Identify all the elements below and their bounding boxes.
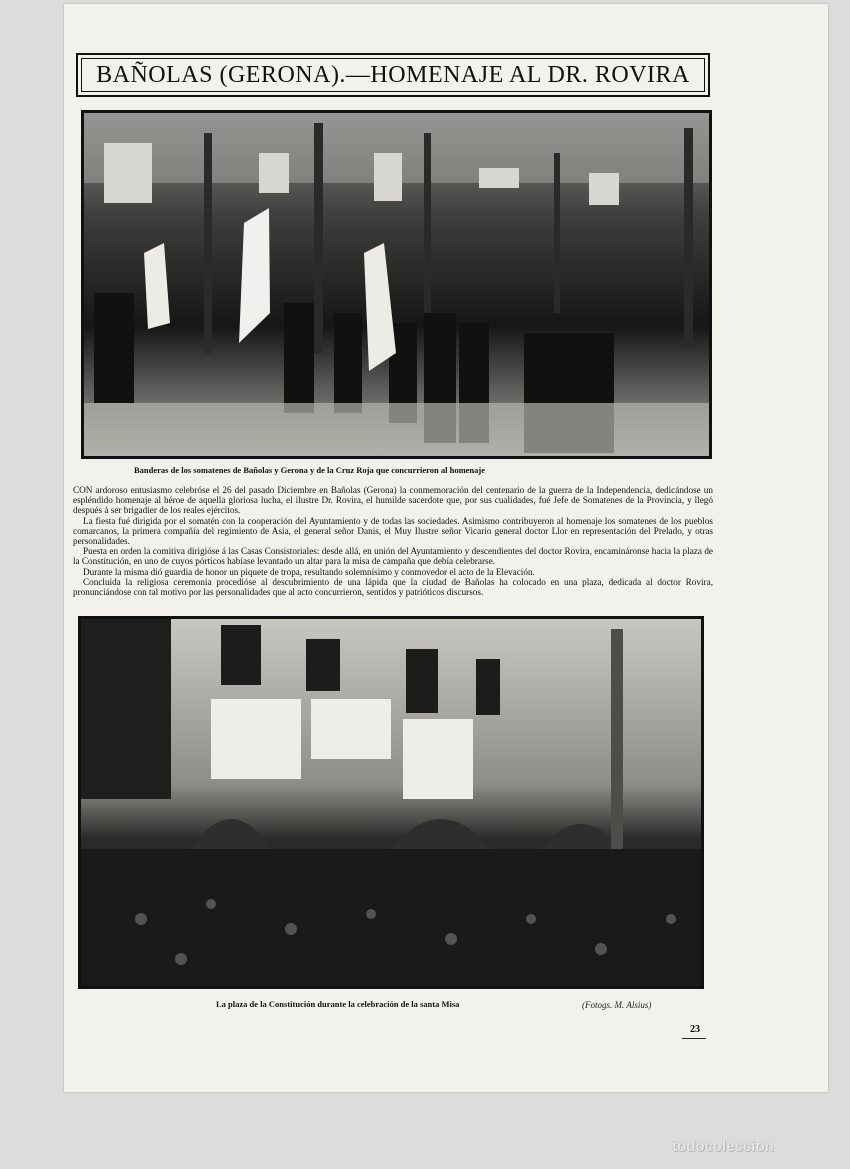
photo1-caption: Banderas de los somatenes de Bañolas y Gerona y de la Cruz Roja que concurrieron al homenaje — [134, 465, 486, 475]
article-paragraph: La fiesta fué dirigida por el somatén con la cooperación del Ayuntamiento y de todas las sociedades. Asimismo contribuyeron al homenaje los somatenes de los pueblos comarcanos, la primera compañía del regimiento de Asia, el general señor Danis, el Muy Ilustre señor Vicario general doctor Llor en representación del Prelado, y otras personalidades. — [73, 515, 713, 547]
article-paragraph: CON ardoroso entusiasmo celebróse el 26 del pasado Diciembre en Bañolas (Gerona) la conmemoración del centenario de la guerra de la Independencia, dedicándose un espléndido homenaje al héroe de aquella gloriosa lucha, el ilustre Dr. Rovira, el humilde sacerdote que, por sus cualidades, fué Jefe de Somatenes de la Provincia, y llegó después á ser brigadier de los reales ejércitos. — [73, 485, 713, 516]
page-title: BAÑOLAS (GERONA).—HOMENAJE AL DR. ROVIRA — [96, 61, 690, 88]
page-number: 23 — [690, 1024, 700, 1035]
photo-credit: (Fotogs. M. Alsius) — [582, 1000, 652, 1010]
article-paragraph: Puesta en orden la comitiva dirigióse á las Casas Consistoriales: desde allá, en unión del Ayuntamiento y descendientes del doctor Rovira, encamináronse hacia la plaza de la Constitución, en uno de cuyos pórticos habíase levantado un altar para la misa de campaña que debía celebrarse. — [73, 546, 713, 567]
photo-plaza-mass — [78, 616, 704, 989]
article-paragraph: Concluída la religiosa ceremonia procedióse al descubrimiento de una lápida que la ciudad de Bañolas ha colocado en una plaza, dedicada al doctor Rovira, pronunciándose con tal motivo por las personalidades que al acto concurrieron, sentidos y patrióticos discursos. — [73, 576, 713, 598]
photo-plaza-image — [81, 619, 701, 986]
watermark-logo: todocoleccion — [672, 1138, 774, 1155]
article-body — [73, 485, 713, 597]
title-box — [76, 53, 710, 97]
photo-flags-image — [84, 113, 709, 456]
page-number-rule — [682, 1038, 706, 1039]
photo2-caption: La plaza de la Constitución durante la celebración de la santa Misa — [216, 999, 460, 1009]
photo-flags-ceremony — [81, 110, 712, 459]
article-paragraph: Durante la misma dió guardia de honor un piquete de tropa, resultando solemnísimo y conmovedor el acto de la Elevación. — [83, 566, 535, 577]
